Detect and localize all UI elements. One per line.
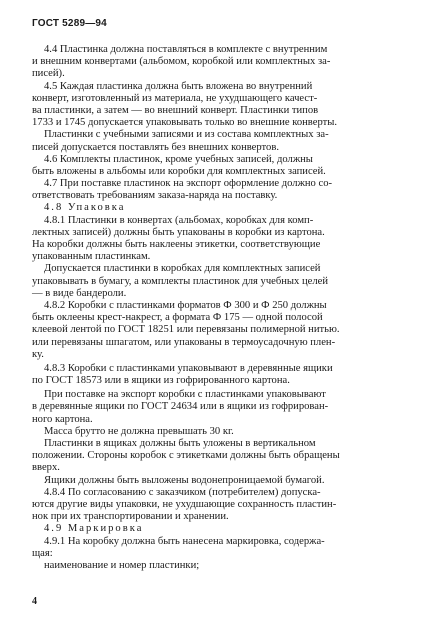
document-body [32,44,404,572]
text-line: конверт, изготовленный из материала, не ухудшающего качест- [32,92,318,104]
text-line: клеевой лентой по ГОСТ 18251 или перевязаны полимерной нитью. [32,324,340,336]
text-line: 4.6 Комплекты пластинок, кроме учебных записей, должны [44,153,313,165]
text-line: — в виде бандероли. [32,287,127,299]
text-line: ответствовать требованиям заказа-наряда на поставку. [32,190,278,202]
text-line: и внешним конвертами (альбомом, коробкой или комплектных за- [32,56,331,68]
text-line: Пластинки с учебными записями и из состава комплектных за- [44,129,329,141]
text-line: вверх. [32,462,60,474]
text-line: лектных записей) должны быть упакованы в коробки из картона. [32,226,325,238]
page-number: 4 [32,596,37,607]
text-line: 1733 и 1745 допускается упаковывать только во внешние конверты. [32,117,337,129]
text-line: или перевязаны шпагатом, или упакованы в термоусадочную плен- [32,336,336,348]
text-line: ва пластинки, а затем — во внешний конверт. Пластинки типов [32,104,319,116]
text-line: Ящики должны быть выложены водонепроницаемой бумагой. [44,474,325,486]
text-line: нок при их транспортировании и хранении. [32,511,229,523]
text-line: быть оклеены крест-накрест, а формата Ф 175 — одной полосой [32,312,323,324]
text-line: 4.4 Пластинка должна поставляться в комплекте с внутренним [44,44,328,55]
text-line: наименование и номер пластинки; [44,559,200,571]
section-heading: 4.9 Маркировка [44,523,144,535]
text-line: На коробки должны быть наклеены этикетки, соответствующие [32,239,321,250]
text-line: по ГОСТ 18573 или в ящики из гофрированного картона. [32,375,290,387]
text-line: щая: [32,547,53,559]
text-line: ного картона. [32,413,93,425]
text-line: Допускается пластинки в коробках для комплектных записей [44,263,321,275]
text-line: быть вложены в альбомы или коробки для комплектных записей. [32,165,326,177]
text-line: 4.8.1 Пластинки в конвертах (альбомах, коробках для комп- [44,214,314,226]
text-line: При поставке на экспорт коробки с пластинками упаковывают [44,389,326,401]
text-line: 4.9.1 На коробку должна быть нанесена маркировка, содержа- [44,535,325,547]
text-line: писей допускается поставлять без внешних конвертов. [32,141,279,153]
text-line: 4.8.4 По согласованию с заказчиком (потребителем) допуска- [44,486,321,498]
text-line: писей). [32,68,65,80]
text-line: положении. Стороны коробок с этикетками должны быть обращены [32,450,340,462]
text-line: Пластинки в ящиках должны быть уложены в вертикальном [44,438,316,449]
text-line: в деревянные ящики по ГОСТ 24634 или в ящики из гофрирован- [32,401,329,413]
text-line: ку. [32,348,44,360]
text-line: 4.5 Каждая пластинка должна быть вложена во внутренний [44,80,313,92]
document-header: ГОСТ 5289—94 [32,18,107,29]
text-line: 4.8.3 Коробки с пластинками упаковывают в деревянные ящики [44,362,333,374]
text-line: 4.8.2 Коробки с пластинками форматов Ф 300 и Ф 250 должны [44,299,327,311]
text-line: ются другие виды упаковки, не ухудшающие сохранность пластин- [32,498,337,510]
text-line: Масса брутто не должна превышать 30 кг. [44,425,234,437]
text-line: упаковывать в бумагу, а комплекты пластинок для учебных целей [32,275,329,287]
text-line: 4.7 При поставке пластинок на экспорт оформление должно со- [44,178,333,190]
text-line: упакованным пластинкам. [32,251,151,263]
section-heading: 4.8 Упаковка [44,202,126,214]
